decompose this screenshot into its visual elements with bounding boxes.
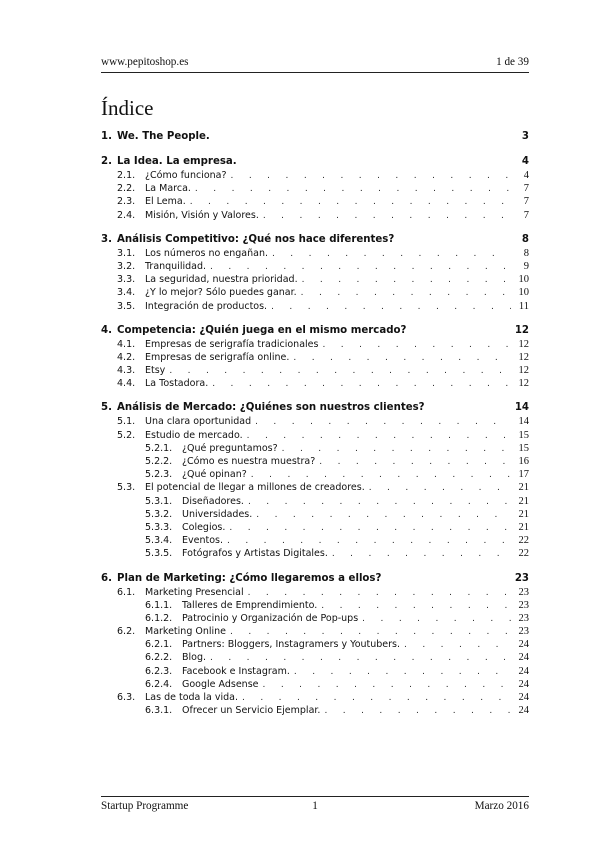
- toc-dot-leader: [293, 353, 511, 363]
- toc-section-entry[interactable]: [101, 626, 529, 639]
- toc-entry-number: 5.: [101, 402, 112, 414]
- toc-subsection-entry[interactable]: [101, 639, 529, 652]
- toc-entry-number: 4.2.: [117, 351, 136, 363]
- toc-section-entry[interactable]: [101, 274, 529, 287]
- toc-entry-page-number[interactable]: 12: [518, 378, 529, 390]
- toc-entry-page-number[interactable]: 3: [521, 131, 529, 142]
- toc-entry-title[interactable]: ¿Qué opinan?: [182, 469, 247, 481]
- toc-entry-title[interactable]: Los números no engañan.: [145, 247, 268, 259]
- toc-entry-title[interactable]: Una clara oportunidad: [145, 416, 252, 428]
- toc-section-entry[interactable]: [101, 301, 529, 314]
- toc-entry-page-number[interactable]: 8: [521, 233, 529, 245]
- toc-entry-page-number[interactable]: 10: [518, 287, 529, 299]
- toc-entry-number: 5.3.3.: [145, 521, 173, 533]
- toc-entry-number: 4.: [101, 324, 112, 336]
- toc-entry-number: 2.: [101, 156, 112, 167]
- toc-dot-leader: [319, 457, 511, 467]
- toc-dot-leader: [369, 483, 511, 493]
- toc-entry-title[interactable]: Análisis Competitivo: ¿Qué nos hace diferentes?: [117, 233, 395, 245]
- toc-entry-number: 5.2.3.: [145, 469, 173, 481]
- toc-chapter-entry[interactable]: [101, 402, 529, 416]
- toc-section-entry[interactable]: [101, 196, 529, 209]
- table-of-contents: [101, 131, 529, 718]
- toc-entry-number: 2.3.: [117, 196, 136, 208]
- toc-entry-page-number[interactable]: 23: [518, 599, 529, 611]
- toc-entry-number: 4.3.: [117, 365, 136, 377]
- toc-section-entry[interactable]: [101, 587, 529, 600]
- toc-entry-number: 5.3.1.: [145, 495, 173, 507]
- toc-section-entry[interactable]: [101, 339, 529, 352]
- toc-dot-leader: [190, 197, 511, 207]
- toc-entry-page-number[interactable]: 12: [518, 338, 529, 350]
- toc-subsection-entry[interactable]: [101, 509, 529, 522]
- toc-dot-leader: [195, 184, 511, 194]
- toc-entry-number: 6.2.1.: [145, 639, 173, 651]
- toc-section-entry[interactable]: [101, 287, 529, 300]
- toc-dot-leader: [247, 431, 511, 441]
- toc-entry-title[interactable]: Análisis de Mercado: ¿Quiénes son nuestros clientes?: [117, 402, 425, 414]
- toc-entry-title[interactable]: Partners: Bloggers, Instagramers y Youtubers.: [182, 639, 401, 651]
- toc-entry-title[interactable]: Competencia: ¿Quién juega en el mismo mercado?: [117, 324, 407, 336]
- toc-section-entry[interactable]: [101, 365, 529, 378]
- toc-entry-page-number[interactable]: 21: [518, 521, 529, 533]
- toc-subsection-entry[interactable]: [101, 469, 529, 482]
- toc-entry-number: 6.1.1.: [145, 599, 173, 611]
- toc-entry-number: 6.2.: [117, 626, 136, 638]
- toc-entry-number: 5.1.: [117, 416, 136, 428]
- toc-entry-title[interactable]: Facebook e Instagram.: [182, 665, 290, 677]
- toc-entry-page-number[interactable]: 21: [518, 482, 529, 494]
- header-site-url[interactable]: www.pepitoshop.es: [101, 56, 189, 68]
- toc-entry-page-number[interactable]: 24: [518, 705, 529, 717]
- toc-entry-page-number[interactable]: 16: [518, 456, 529, 467]
- toc-subsection-entry[interactable]: [101, 496, 529, 509]
- toc-entry-page-number[interactable]: 24: [518, 652, 529, 664]
- toc-entry-page-number[interactable]: 7: [523, 196, 529, 208]
- toc-entry-number: 6.2.4.: [145, 678, 173, 690]
- header-page-count: 1 de 39: [496, 56, 529, 68]
- toc-section-entry[interactable]: [101, 170, 529, 183]
- toc-entry-title[interactable]: Marketing Online: [145, 626, 227, 638]
- toc-entry-page-number[interactable]: 14: [514, 402, 529, 414]
- toc-entry-page-number[interactable]: 9: [523, 260, 529, 272]
- toc-entry-title[interactable]: La Marca.: [145, 183, 191, 195]
- toc-entry-number: 6.1.: [117, 586, 136, 598]
- toc-entry-page-number[interactable]: 17: [518, 469, 529, 481]
- toc-entry-title[interactable]: Fotógrafos y Artistas Digitales.: [182, 548, 328, 560]
- toc-entry-page-number[interactable]: 23: [518, 612, 529, 624]
- toc-entry-page-number[interactable]: 23: [518, 586, 529, 598]
- toc-dot-leader: [169, 366, 511, 376]
- toc-subsection-entry[interactable]: [101, 443, 529, 456]
- toc-entry-title[interactable]: Ofrecer un Servicio Ejemplar.: [182, 705, 321, 717]
- toc-entry-title[interactable]: Plan de Marketing: ¿Cómo llegaremos a ellos?: [117, 572, 382, 584]
- toc-dot-leader: [248, 588, 511, 598]
- page-title: Índice: [101, 96, 154, 120]
- toc-entry-title[interactable]: La Tostadora.: [145, 378, 209, 390]
- toc-subsection-entry[interactable]: [101, 548, 529, 561]
- toc-subsection-entry[interactable]: [101, 456, 529, 469]
- toc-entry-title[interactable]: Patrocinio y Organización de Pop-ups: [182, 612, 359, 624]
- toc-entry-title[interactable]: Universidades.: [182, 508, 253, 520]
- toc-entry-page-number[interactable]: 23: [518, 626, 529, 638]
- toc-entry-page-number[interactable]: 7: [523, 209, 529, 221]
- toc-chapter-entry[interactable]: [101, 573, 529, 587]
- toc-entry-page-number[interactable]: 24: [518, 678, 529, 690]
- toc-section-entry[interactable]: [101, 692, 529, 705]
- toc-entry-number: 5.2.2.: [145, 456, 173, 467]
- toc-entry-number: 2.2.: [117, 183, 136, 195]
- toc-entry-page-number[interactable]: 22: [518, 535, 529, 547]
- toc-section-entry[interactable]: [101, 430, 529, 443]
- toc-subsection-entry[interactable]: [101, 652, 529, 665]
- toc-dot-leader: [210, 653, 511, 663]
- toc-entry-number: 3.: [101, 233, 112, 245]
- footer-date: Marzo 2016: [474, 800, 529, 812]
- toc-entry-number: 3.4.: [117, 287, 136, 299]
- toc-entry-title[interactable]: Talleres de Emprendimiento.: [182, 599, 318, 611]
- toc-subsection-entry[interactable]: [101, 666, 529, 679]
- toc-entry-page-number[interactable]: 12: [514, 324, 529, 336]
- toc-entry-number: 5.2.: [117, 429, 136, 441]
- toc-entry-number: 1.: [101, 131, 112, 142]
- toc-dot-leader: [332, 549, 511, 559]
- toc-entry-number: 5.3.: [117, 482, 136, 494]
- toc-section-entry[interactable]: [101, 482, 529, 495]
- toc-entry-page-number[interactable]: 7: [523, 183, 529, 195]
- toc-chapter-entry[interactable]: [101, 325, 529, 339]
- toc-entry-title[interactable]: Integración de productos.: [145, 300, 268, 312]
- toc-entry-page-number[interactable]: 22: [518, 548, 529, 560]
- toc-dot-leader: [231, 171, 511, 181]
- toc-dot-leader: [227, 536, 511, 546]
- toc-section-entry[interactable]: [101, 378, 529, 391]
- toc-subsection-entry[interactable]: [101, 535, 529, 548]
- toc-entry-title[interactable]: La seguridad, nuestra prioridad.: [145, 274, 298, 286]
- toc-dot-leader: [321, 601, 511, 611]
- toc-entry-number: 3.1.: [117, 247, 136, 259]
- toc-entry-title[interactable]: ¿Qué preguntamos?: [182, 442, 278, 454]
- toc-dot-leader: [230, 627, 511, 637]
- toc-entry-page-number[interactable]: 21: [518, 508, 529, 520]
- toc-entry-number: 6.: [101, 572, 112, 584]
- toc-chapter-entry[interactable]: [101, 234, 529, 248]
- page-footer: [101, 796, 529, 815]
- toc-entry-title[interactable]: Colegios.: [182, 521, 226, 533]
- toc-dot-leader: [362, 614, 511, 624]
- toc-entry-number: 3.5.: [117, 300, 136, 312]
- toc-entry-number: 6.3.: [117, 692, 136, 703]
- toc-entry-page-number[interactable]: 10: [518, 274, 529, 286]
- toc-entry-title[interactable]: Eventos.: [182, 535, 223, 547]
- toc-entry-title[interactable]: Las de toda la vida.: [145, 692, 239, 703]
- toc-entry-number: 6.3.1.: [145, 705, 173, 717]
- toc-entry-page-number[interactable]: 8: [523, 247, 529, 259]
- toc-section-entry[interactable]: [101, 352, 529, 365]
- toc-entry-number: 3.3.: [117, 274, 136, 286]
- toc-entry-number: 5.2.1.: [145, 442, 173, 454]
- toc-subsection-entry[interactable]: [101, 613, 529, 626]
- toc-entry-number: 5.3.4.: [145, 535, 173, 547]
- toc-entry-page-number[interactable]: 24: [518, 692, 529, 703]
- toc-chapter-entry[interactable]: [101, 156, 529, 170]
- toc-dot-leader: [404, 640, 511, 650]
- toc-dot-leader: [294, 667, 511, 677]
- toc-entry-title[interactable]: La Idea. La empresa.: [117, 156, 237, 167]
- toc-entry-number: 6.1.2.: [145, 612, 173, 624]
- toc-entry-page-number[interactable]: 15: [518, 429, 529, 441]
- toc-entry-title[interactable]: El potencial de llegar a millones de creadores.: [145, 482, 365, 494]
- toc-section-entry[interactable]: [101, 416, 529, 429]
- toc-entry-number: 2.1.: [117, 170, 136, 181]
- toc-dot-leader: [271, 302, 511, 312]
- toc-dot-leader: [302, 275, 511, 285]
- toc-dot-leader: [210, 262, 511, 272]
- toc-entry-title[interactable]: Estudio de mercado.: [145, 429, 243, 441]
- toc-entry-page-number[interactable]: 14: [518, 416, 529, 428]
- toc-section-entry[interactable]: [101, 248, 529, 261]
- toc-entry-title[interactable]: ¿Cómo es nuestra muestra?: [182, 456, 316, 467]
- toc-entry-title[interactable]: Tranquilidad.: [145, 260, 207, 272]
- footer-page-number: 1: [312, 800, 318, 812]
- toc-entry-title[interactable]: Etsy: [145, 365, 166, 377]
- toc-dot-leader: [263, 211, 511, 221]
- toc-section-entry[interactable]: [101, 183, 529, 196]
- page-header: [101, 56, 529, 73]
- toc-section-entry[interactable]: [101, 210, 529, 223]
- toc-dot-leader: [242, 693, 511, 703]
- toc-entry-title[interactable]: ¿Cómo funciona?: [145, 170, 227, 181]
- toc-entry-number: 2.4.: [117, 209, 136, 221]
- toc-dot-leader: [324, 706, 511, 716]
- toc-entry-page-number[interactable]: 23: [514, 572, 529, 584]
- toc-dot-leader: [322, 340, 511, 350]
- toc-section-entry[interactable]: [101, 261, 529, 274]
- toc-entry-page-number[interactable]: 21: [518, 495, 529, 507]
- toc-dot-leader: [301, 288, 511, 298]
- toc-entry-title[interactable]: Marketing Presencial: [145, 586, 244, 598]
- toc-dot-leader: [229, 523, 511, 533]
- toc-entry-title[interactable]: Empresas de serigrafía tradicionales: [145, 338, 319, 350]
- toc-entry-title[interactable]: Google Adsense: [182, 678, 259, 690]
- toc-entry-page-number[interactable]: 24: [518, 665, 529, 677]
- toc-chapter-entry[interactable]: [101, 131, 529, 145]
- toc-subsection-entry[interactable]: [101, 600, 529, 613]
- toc-entry-page-number[interactable]: 4: [523, 170, 529, 181]
- toc-entry-number: 6.2.2.: [145, 652, 173, 664]
- toc-dot-leader: [212, 379, 511, 389]
- toc-entry-page-number[interactable]: 12: [518, 351, 529, 363]
- toc-entry-number: 4.1.: [117, 338, 136, 350]
- toc-entry-title[interactable]: El Lema.: [145, 196, 186, 208]
- toc-entry-page-number[interactable]: 4: [521, 156, 529, 167]
- toc-dot-leader: [248, 497, 511, 507]
- toc-dot-leader: [255, 417, 511, 427]
- toc-subsection-entry[interactable]: [101, 705, 529, 718]
- footer-document-name: Startup Programme: [101, 800, 189, 812]
- toc-dot-leader: [282, 444, 511, 454]
- toc-entry-page-number[interactable]: 11: [518, 300, 529, 312]
- toc-entry-number: 3.2.: [117, 260, 136, 272]
- toc-entry-title[interactable]: Blog.: [182, 652, 207, 664]
- toc-entry-number: 5.3.2.: [145, 508, 173, 520]
- toc-entry-page-number[interactable]: 15: [518, 442, 529, 454]
- toc-dot-leader: [272, 249, 511, 259]
- toc-entry-title[interactable]: Misión, Visión y Valores.: [145, 209, 259, 221]
- toc-dot-leader: [256, 510, 511, 520]
- toc-entry-title[interactable]: Empresas de serigrafía online.: [145, 351, 290, 363]
- toc-entry-page-number[interactable]: 12: [518, 365, 529, 377]
- toc-entry-number: 4.4.: [117, 378, 136, 390]
- toc-subsection-entry[interactable]: [101, 522, 529, 535]
- toc-subsection-entry[interactable]: [101, 679, 529, 692]
- toc-entry-number: 5.3.5.: [145, 548, 173, 560]
- toc-dot-leader: [263, 680, 512, 690]
- toc-entry-title[interactable]: ¿Y lo mejor? Sólo puedes ganar.: [145, 287, 297, 299]
- toc-entry-title[interactable]: Diseñadores.: [182, 495, 244, 507]
- toc-entry-page-number[interactable]: 24: [518, 639, 529, 651]
- toc-dot-leader: [251, 470, 511, 480]
- toc-entry-number: 6.2.3.: [145, 665, 173, 677]
- toc-entry-title[interactable]: We. The People.: [117, 131, 210, 142]
